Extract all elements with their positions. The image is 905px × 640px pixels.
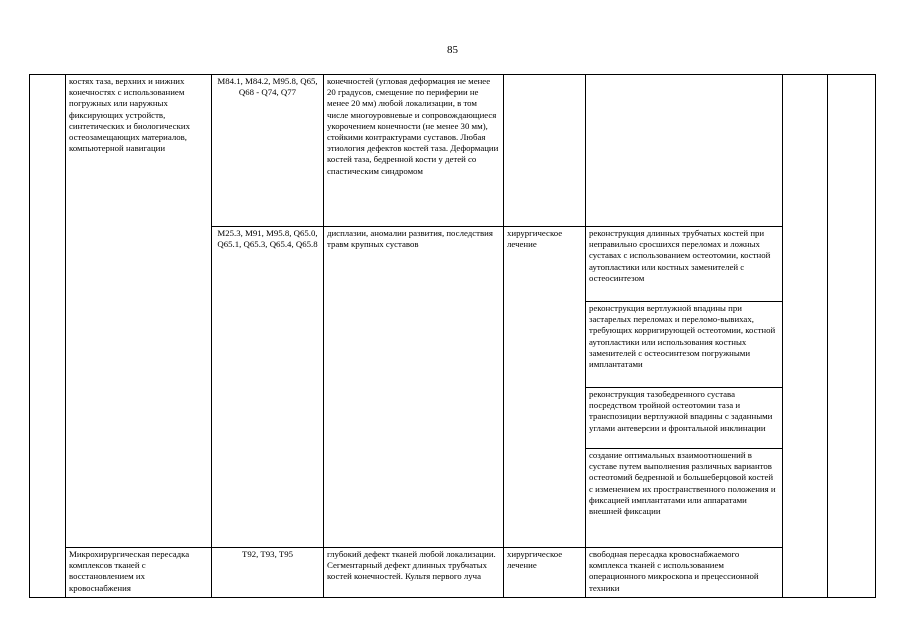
treatment-method-cell [586, 75, 783, 227]
patient-model-cell: глубокий дефект тканей любой локализации. Сегментарный дефект длинных трубчатых костей конечностей. Культя первого луча [324, 548, 504, 598]
treatment-method-cell: свободная пересадка кровоснабжаемого комплекса тканей с использованием операционного микроскопа и прецессионной техники [586, 548, 783, 598]
method-name-cell: костях таза, верхних и нижних конечностях с использованием погружных или наружных фиксирующих устройств, синтетических и биологических остеозамещающих материалов, компьютерной навигации [66, 75, 212, 548]
treatment-type-cell [504, 75, 586, 227]
treatment-method-cell: создание оптимальных взаимоотношений в суставе путем выполнения различных вариантов остеотомий бедренной и большеберцовой костей с изменением их пространственного положения и фиксацией имплантатами или аппаратами внешней фиксации [586, 449, 783, 548]
medical-care-table [29, 74, 876, 598]
treatment-method-cell: реконструкция длинных трубчатых костей при неправильно сросшихся переломах и ложных суставах с использованием остеотомии, костной аутопластики или костных заменителей с остеосинтезом [586, 227, 783, 302]
method-name-cell: Микрохирургическая пересадка комплексов тканей с восстановлением их кровоснабжения [66, 548, 212, 598]
treatment-method-cell: реконструкция вертлужной впадины при застарелых переломах и переломо-вывихах, требующих корригирующей остеотомии, костной аутопластики или использования костных заменителей с остеосинтезом погружными имплантатами [586, 302, 783, 388]
icd-codes-cell: M25.3, M91, M95.8, Q65.0, Q65.1, Q65.3, Q65.4, Q65.8 [212, 227, 324, 548]
table-row [30, 75, 876, 227]
patient-model-cell: конечностей (угловая деформация не менее 20 градусов, смещение по периферии не менее 20 мм) любой локализации, в том числе многоуровневые и сопровождающиеся укорочением конечности (не менее 30 мм), стойкими контрактурами суставов. Любая этиология дефектов костей таза. Деформации костей таза, бедренной кости у детей со спастическим синдромом [324, 75, 504, 227]
treatment-method-cell: реконструкция тазобедренного сустава посредством тройной остеотомии таза и транспозиции вертлужной впадины с заданными углами антеверсии и фронтальной инклинации [586, 388, 783, 449]
table-row [30, 548, 876, 598]
page-number: 85 [447, 44, 458, 56]
icd-codes-cell: M84.1, M84.2, M95.8, Q65, Q68 - Q74, Q77 [212, 75, 324, 227]
cost-cell [783, 75, 828, 598]
row-number-cell [30, 75, 66, 598]
treatment-type-cell: хирургическое лечение [504, 548, 586, 598]
patient-model-cell: дисплазии, аномалии развития, последствия травм крупных суставов [324, 227, 504, 548]
treatment-type-cell: хирургическое лечение [504, 227, 586, 548]
icd-codes-cell: T92, T93, T95 [212, 548, 324, 598]
extra-cell [828, 75, 876, 598]
